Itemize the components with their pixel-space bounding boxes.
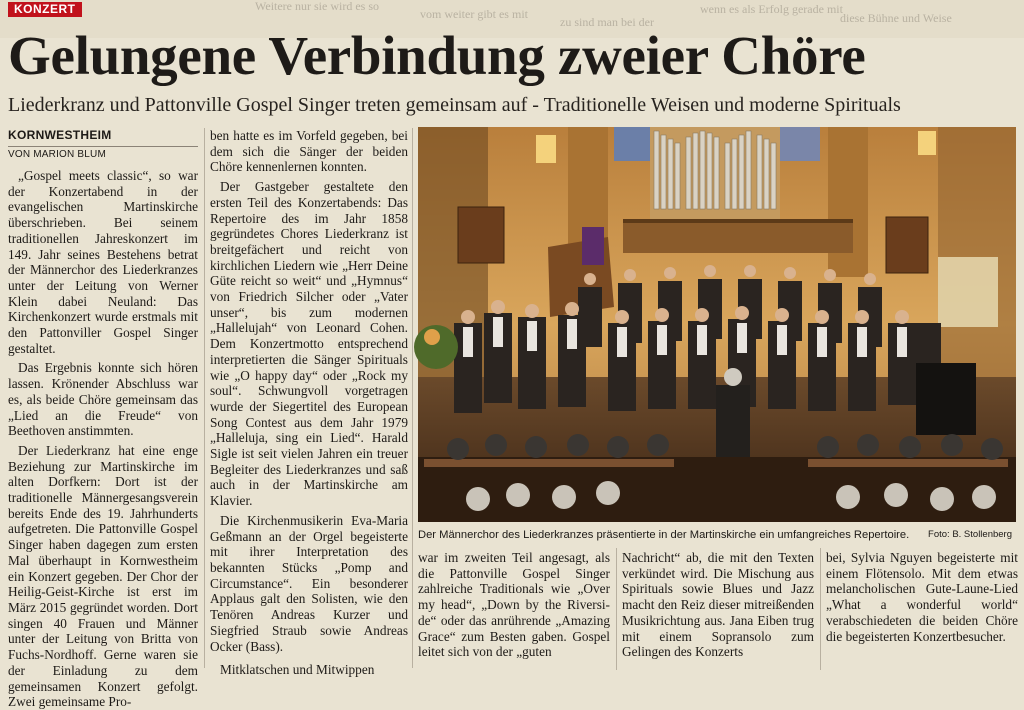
caption-text: Der Männerchor des Liederkranzes präsentierte in der Martinskirche ein umfangreiches Repertoire. [418,529,910,541]
dateline: KORNWESTHEIM [8,128,112,142]
column-rule [412,128,413,668]
paragraph: Mitklatschen und Mitwippen [220,662,375,678]
byline: VON MARION BLUM [8,146,198,162]
photo-credit: Foto: B. Stollenberg [928,529,1012,540]
column-rule [204,128,205,668]
ghost-text-3: zu sind man bei der [560,15,654,29]
article-headline: Gelungene Verbindung zweier Chöre [8,25,866,86]
paragraph: Nachricht“ ab, die mit den Texten verkündet wird. Die Mischung aus Spirituals sowie Blues und Jazz macht den Reiz dieser mitreißenden Musikrichtung aus. Jana Eiben trug mit einem Sopransolo zum Gelingen des Konzerts [622,550,814,660]
column-rule [820,548,821,670]
ghost-text-1: Weitere nur sie wird es so [255,0,379,13]
article-subheadline: Liederkranz und Pattonville Gospel Singer treten gemeinsam auf - Traditionelle Weisen und moderne Spirituals [8,94,901,116]
article-column-5 [826,550,1018,670]
paragraph: Der Liederkranz hat eine enge Beziehung zur Martinskirche im alten Dorfkern: Dort ist der traditionelle Männergesangsverein bereits Ende des 19. Jahrhunderts aufgetreten. Die Pattonville Gospel Singer haben dagegen zum ersten Mal überhaupt in Kornwestheim ein Konzert gegeben. Der Chor der Heilig-Geist-Kirche ist erst im März 2015 gegründet worden. Dort singen 40 Frauen und Männer unter der Leitung von Britta von Fuchs-Nordhoff. Gerne waren sie der Einladung zu dem gemeinsamen Konzert gefolgt. Zwei gemeinsame Pro- [8,442,198,710]
paragraph: Die Kirchenmusikerin Eva-Maria Geßmann an der Orgel begeisterte mit ihrer Interpretation des bekannten Stücks „Pomp and Circumstance“. Ein besonderer Applaus galt den Solisten, wie den Tenören Andreas Kurzer und Siegfried Straub sowie Andreas Ocker (Bass). [210,512,408,654]
article-column-1 [8,128,198,710]
paragraph: Das Ergebnis konnte sich hören lassen. Krönender Abschluss war es, als beide Chöre gemeinsam das „Lied an die Freude“ von Beethoven anstimmten. [8,360,198,439]
paragraph: ben hatte es im Vorfeld gegeben, bei dem sich die Sänger der beiden Chöre kennenlernen konnten. [210,128,408,175]
paragraph: war im zweiten Teil angesagt, als die Pattonville Gospel Singer zahlreiche Traditionals wie „Over my head“, „Down by the Riversi-de“ oder das anrührende „Amazing Grace“ zum Besten gaben. Gospel leitet sich von der „guten [418,550,610,660]
column-rule [616,548,617,670]
article-column-4 [622,550,814,670]
paragraph: Der Gastgeber gestaltete den ersten Teil des Konzertabends: Das Repertoire des im Jahr 1858 gegründetes Chores Liederkranz ist breitgefächert und reicht von kirchlichen Liedern wie „Herr Deine Güte reicht so weit“ und „Hymnus“ von Friedrich Silcher oder „Vater unser“, bis zum modernen „Hallelujah“ von Leonard Cohen. Dem Konzertmotto entsprechend interpretierten die Sänger Spirituals wie „O happy day“ oder „Rock my soul“. Schwungvoll vorgetragen wurde der Siegertitel des European Song Contest aus dem Jahr 1979 „Halleluja, sing ein Lied“. Harald Sigle ist seit vielen Jahren ein treuer Begleiter des Liederkranzes und saß auch in der Martinskirche am Klavier. [210,179,408,509]
paragraph: bei, Sylvia Nguyen begeisterte mit einem Flötensolo. Mit dem etwas melancholischen Gute-Laune-Lied „What a wonderful world“ verabschiedeten die beiden Chöre die begeisterten Konzertbesucher. [826,550,1018,644]
photo-caption [418,526,1016,544]
section-kicker: KONZERT [8,2,82,17]
article-column-3 [418,550,610,670]
concert-photo [418,127,1016,522]
ghost-text-2: vom weiter gibt es mit [420,7,528,21]
paragraph: „Gospel meets classic“, so war der Konzertabend in der evangelischen Martinskirche überschrieben. Bei seinem traditionellen Jahreskonzert im 149. Jahr seines Bestehens betrat der Männerchor des Liederkranzes unter der Leitung von Werner Klein dabei Neuland: Das Kirchenkonzert wurde erstmals mit den Pattonviller Gospel Singer gestaltet. [8,168,198,356]
article-column-2 [210,128,408,678]
ghost-text-5: diese Bühne und Weise [840,11,952,25]
ghost-text-4: wenn es als Erfolg gerade mit [700,2,843,16]
